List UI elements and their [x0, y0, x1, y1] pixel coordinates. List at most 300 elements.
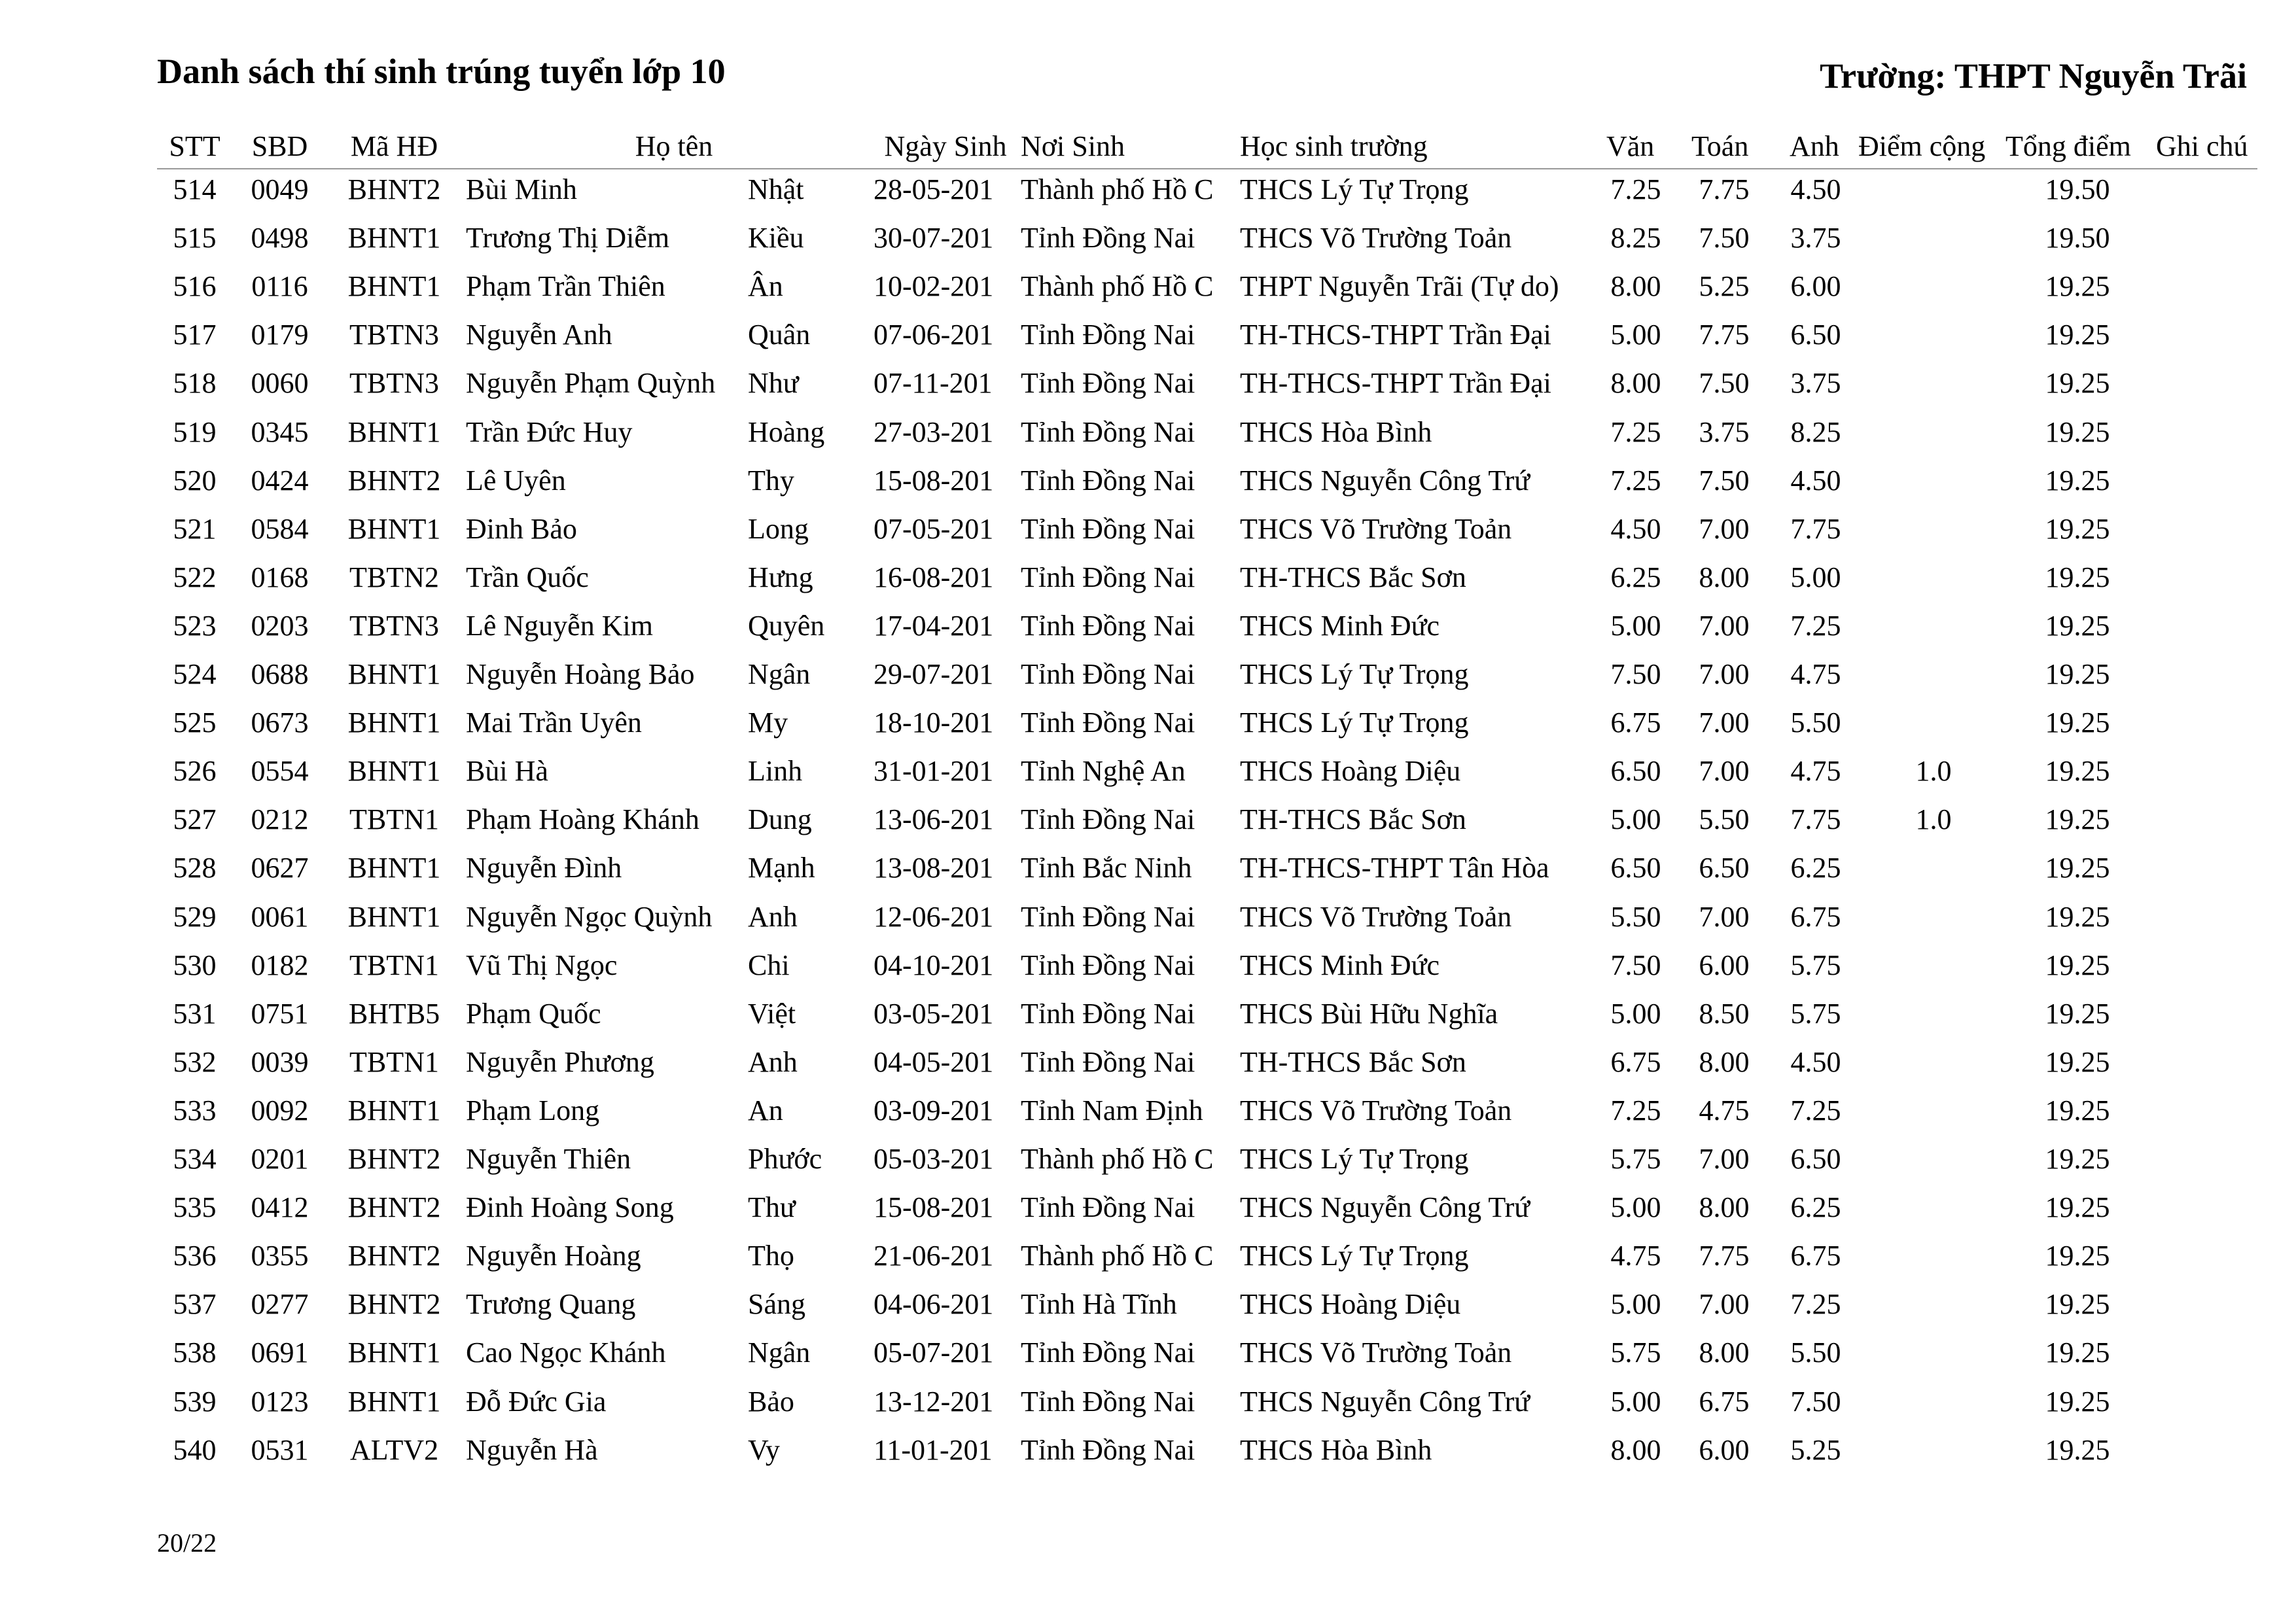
- noi-sinh-cell: Tỉnh Bắc Ninh: [1021, 852, 1192, 884]
- tong-diem-cell: 19.25: [2045, 1433, 2110, 1466]
- van-score-cell: 5.50: [1610, 900, 1661, 933]
- hoc-sinh-truong-cell: TH-THCS-THPT Trần Đại: [1240, 319, 1551, 351]
- ho-dem-cell: Cao Ngọc Khánh: [466, 1336, 666, 1369]
- ngay-sinh-cell: 05-03-201: [874, 1143, 994, 1175]
- tong-diem-cell: 19.25: [2045, 1045, 2110, 1078]
- col-header-sbd: SBD: [251, 130, 308, 162]
- tong-diem-cell: 19.25: [2045, 319, 2110, 351]
- anh-score-cell: 6.00: [1790, 270, 1841, 303]
- noi-sinh-cell: Tỉnh Đồng Nai: [1021, 900, 1195, 933]
- ngay-sinh-cell: 03-05-201: [874, 997, 994, 1030]
- ghi-chu-cell: [2140, 1038, 2284, 1087]
- sbd-cell: 0688: [251, 658, 309, 690]
- hoc-sinh-truong-cell: TH-THCS Bắc Sơn: [1240, 1045, 1466, 1078]
- table-row: [0, 1135, 2296, 1183]
- ten-cell: Vy: [748, 1433, 780, 1466]
- diem-cong-cell: [1858, 941, 2009, 990]
- toan-score-cell: 6.00: [1699, 1433, 1750, 1466]
- stt-cell: 531: [173, 997, 217, 1030]
- diem-cong-cell: 1.0: [1915, 803, 1952, 836]
- ghi-chu-cell: [2140, 214, 2284, 262]
- hoc-sinh-truong-cell: THCS Hoàng Diệu: [1240, 1288, 1461, 1321]
- table-row: [0, 408, 2296, 457]
- hoc-sinh-truong-cell: THCS Võ Trường Toản: [1240, 900, 1512, 933]
- sbd-cell: 0203: [251, 609, 309, 642]
- school-name: Trường: THPT Nguyễn Trãi: [1820, 56, 2247, 96]
- ten-cell: Phước: [748, 1143, 822, 1175]
- ma-hd-cell: BHNT2: [347, 1288, 441, 1321]
- ghi-chu-cell: [2140, 311, 2284, 359]
- ten-cell: An: [748, 1094, 783, 1126]
- ghi-chu-cell: [2140, 359, 2284, 408]
- ho-dem-cell: Nguyễn Hoàng Bảo: [466, 658, 695, 690]
- ngay-sinh-cell: 11-01-201: [874, 1433, 993, 1466]
- table-row: [0, 747, 2296, 795]
- ma-hd-cell: BHNT1: [347, 1385, 441, 1418]
- hoc-sinh-truong-cell: THCS Võ Trường Toản: [1240, 1336, 1512, 1369]
- ngay-sinh-cell: 30-07-201: [874, 222, 994, 254]
- ma-hd-cell: BHNT1: [347, 1094, 441, 1126]
- table-row: [0, 941, 2296, 990]
- toan-score-cell: 7.50: [1699, 222, 1750, 254]
- diem-cong-cell: [1858, 311, 2009, 359]
- noi-sinh-cell: Tỉnh Đồng Nai: [1021, 609, 1195, 642]
- sbd-cell: 0168: [251, 561, 309, 593]
- sbd-cell: 0179: [251, 319, 309, 351]
- table-row: [0, 893, 2296, 941]
- tong-diem-cell: 19.25: [2045, 658, 2110, 690]
- noi-sinh-cell: Tỉnh Hà Tĩnh: [1021, 1288, 1177, 1321]
- table-row: [0, 457, 2296, 505]
- stt-cell: 527: [173, 803, 217, 836]
- sbd-cell: 0355: [251, 1240, 309, 1272]
- diem-cong-cell: [1858, 166, 2009, 214]
- sbd-cell: 0627: [251, 852, 309, 884]
- tong-diem-cell: 19.25: [2045, 852, 2110, 884]
- toan-score-cell: 7.50: [1699, 367, 1750, 400]
- ho-dem-cell: Lê Uyên: [466, 464, 566, 497]
- ten-cell: Quyên: [748, 609, 825, 642]
- hoc-sinh-truong-cell: THPT Nguyễn Trãi (Tự do): [1240, 270, 1559, 303]
- col-header-diem-cong: Điểm cộng: [1858, 130, 1986, 162]
- van-score-cell: 7.50: [1610, 658, 1661, 690]
- noi-sinh-cell: Tỉnh Nam Định: [1021, 1094, 1203, 1126]
- tong-diem-cell: 19.25: [2045, 609, 2110, 642]
- tong-diem-cell: 19.25: [2045, 464, 2110, 497]
- toan-score-cell: 7.00: [1699, 512, 1750, 545]
- ma-hd-cell: TBTN1: [349, 803, 439, 836]
- ten-cell: Long: [748, 512, 809, 545]
- table-header: [0, 122, 2296, 171]
- ghi-chu-cell: [2140, 844, 2284, 892]
- noi-sinh-cell: Thành phố Hồ C: [1021, 270, 1214, 303]
- van-score-cell: 4.75: [1610, 1240, 1661, 1272]
- sbd-cell: 0201: [251, 1143, 309, 1175]
- noi-sinh-cell: Tỉnh Đồng Nai: [1021, 512, 1195, 545]
- stt-cell: 534: [173, 1143, 217, 1175]
- table-row: [0, 262, 2296, 311]
- table-row: [0, 214, 2296, 262]
- noi-sinh-cell: Thành phố Hồ C: [1021, 173, 1214, 205]
- ten-cell: Anh: [748, 900, 798, 933]
- ten-cell: Như: [748, 367, 799, 400]
- ma-hd-cell: BHNT2: [347, 464, 441, 497]
- ma-hd-cell: TBTN2: [349, 561, 439, 593]
- ho-dem-cell: Nguyễn Phương: [466, 1045, 654, 1078]
- sbd-cell: 0060: [251, 367, 309, 400]
- tong-diem-cell: 19.25: [2045, 900, 2110, 933]
- ngay-sinh-cell: 28-05-201: [874, 173, 994, 205]
- stt-cell: 536: [173, 1240, 217, 1272]
- col-header-hoc-sinh-truong: Học sinh trường: [1240, 130, 1428, 162]
- ghi-chu-cell: [2140, 699, 2284, 747]
- ngay-sinh-cell: 05-07-201: [874, 1336, 994, 1369]
- sbd-cell: 0182: [251, 949, 309, 981]
- ma-hd-cell: BHNT1: [347, 658, 441, 690]
- stt-cell: 528: [173, 852, 217, 884]
- table-row: [0, 650, 2296, 699]
- ngay-sinh-cell: 13-06-201: [874, 803, 994, 836]
- ho-dem-cell: Nguyễn Anh: [466, 319, 612, 351]
- ma-hd-cell: BHNT1: [347, 707, 441, 739]
- table-row: [0, 844, 2296, 892]
- ho-dem-cell: Phạm Quốc: [466, 997, 601, 1030]
- ma-hd-cell: BHNT1: [347, 512, 441, 545]
- table-row: [0, 1280, 2296, 1329]
- table-row: [0, 602, 2296, 650]
- anh-score-cell: 5.25: [1790, 1433, 1841, 1466]
- ten-cell: Quân: [748, 319, 811, 351]
- anh-score-cell: 7.75: [1790, 803, 1841, 836]
- ngay-sinh-cell: 04-06-201: [874, 1288, 994, 1321]
- van-score-cell: 5.00: [1610, 997, 1661, 1030]
- ho-dem-cell: Lê Nguyễn Kim: [466, 609, 653, 642]
- diem-cong-cell: [1858, 1280, 2009, 1329]
- ma-hd-cell: BHNT1: [347, 755, 441, 788]
- toan-score-cell: 6.00: [1699, 949, 1750, 981]
- toan-score-cell: 4.75: [1699, 1094, 1750, 1126]
- stt-cell: 524: [173, 658, 217, 690]
- ten-cell: Thư: [748, 1191, 796, 1224]
- anh-score-cell: 5.75: [1790, 997, 1841, 1030]
- noi-sinh-cell: Tỉnh Đồng Nai: [1021, 319, 1195, 351]
- ngay-sinh-cell: 27-03-201: [874, 415, 994, 448]
- tong-diem-cell: 19.25: [2045, 1288, 2110, 1321]
- toan-score-cell: 3.75: [1699, 415, 1750, 448]
- ma-hd-cell: BHNT2: [347, 1191, 441, 1224]
- ho-dem-cell: Phạm Trần Thiên: [466, 270, 665, 303]
- ten-cell: Việt: [748, 997, 796, 1030]
- anh-score-cell: 3.75: [1790, 367, 1841, 400]
- diem-cong-cell: [1858, 408, 2009, 457]
- toan-score-cell: 7.00: [1699, 900, 1750, 933]
- van-score-cell: 4.50: [1610, 512, 1661, 545]
- table-row: [0, 795, 2296, 844]
- ten-cell: Thọ: [748, 1240, 794, 1272]
- anh-score-cell: 7.25: [1790, 1094, 1841, 1126]
- toan-score-cell: 8.00: [1699, 561, 1750, 593]
- hoc-sinh-truong-cell: THCS Nguyễn Công Trứ: [1240, 464, 1530, 497]
- ngay-sinh-cell: 15-08-201: [874, 464, 994, 497]
- page-title: Danh sách thí sinh trúng tuyển lớp 10: [157, 52, 726, 91]
- ghi-chu-cell: [2140, 747, 2284, 795]
- noi-sinh-cell: Tỉnh Đồng Nai: [1021, 464, 1195, 497]
- stt-cell: 516: [173, 270, 217, 303]
- hoc-sinh-truong-cell: THCS Võ Trường Toản: [1240, 512, 1512, 545]
- hoc-sinh-truong-cell: THCS Nguyễn Công Trứ: [1240, 1191, 1530, 1224]
- hoc-sinh-truong-cell: THCS Minh Đức: [1240, 609, 1439, 642]
- ghi-chu-cell: [2140, 505, 2284, 553]
- ghi-chu-cell: [2140, 990, 2284, 1038]
- ho-dem-cell: Nguyễn Ngọc Quỳnh: [466, 900, 713, 933]
- stt-cell: 520: [173, 464, 217, 497]
- diem-cong-cell: [1858, 1426, 2009, 1475]
- ghi-chu-cell: [2140, 1378, 2284, 1426]
- anh-score-cell: 7.25: [1790, 609, 1841, 642]
- toan-score-cell: 5.50: [1699, 803, 1750, 836]
- tong-diem-cell: 19.25: [2045, 415, 2110, 448]
- ho-dem-cell: Trần Quốc: [466, 561, 589, 593]
- anh-score-cell: 4.50: [1790, 464, 1841, 497]
- ten-cell: Ngân: [748, 1336, 811, 1369]
- ghi-chu-cell: [2140, 553, 2284, 602]
- hoc-sinh-truong-cell: THCS Hòa Bình: [1240, 415, 1432, 448]
- anh-score-cell: 3.75: [1790, 222, 1841, 254]
- hoc-sinh-truong-cell: TH-THCS-THPT Trần Đại: [1240, 367, 1551, 400]
- ho-dem-cell: Nguyễn Hoàng: [466, 1240, 641, 1272]
- table-row: [0, 553, 2296, 602]
- ma-hd-cell: BHNT1: [347, 415, 441, 448]
- ten-cell: Hưng: [748, 561, 813, 593]
- hoc-sinh-truong-cell: THCS Lý Tự Trọng: [1240, 1240, 1469, 1272]
- anh-score-cell: 4.50: [1790, 1045, 1841, 1078]
- noi-sinh-cell: Tỉnh Nghệ An: [1021, 755, 1186, 788]
- tong-diem-cell: 19.25: [2045, 561, 2110, 593]
- van-score-cell: 8.25: [1610, 222, 1661, 254]
- ho-dem-cell: Nguyễn Hà: [466, 1433, 598, 1466]
- ho-dem-cell: Bùi Minh: [466, 173, 577, 205]
- noi-sinh-cell: Tỉnh Đồng Nai: [1021, 367, 1195, 400]
- van-score-cell: 7.25: [1610, 1094, 1661, 1126]
- noi-sinh-cell: Tỉnh Đồng Nai: [1021, 1191, 1195, 1224]
- toan-score-cell: 7.00: [1699, 755, 1750, 788]
- ghi-chu-cell: [2140, 166, 2284, 214]
- hoc-sinh-truong-cell: THCS Lý Tự Trọng: [1240, 173, 1469, 205]
- ghi-chu-cell: [2140, 262, 2284, 311]
- hoc-sinh-truong-cell: THCS Võ Trường Toản: [1240, 222, 1512, 254]
- sbd-cell: 0049: [251, 173, 309, 205]
- noi-sinh-cell: Tỉnh Đồng Nai: [1021, 1385, 1195, 1418]
- van-score-cell: 7.25: [1610, 415, 1661, 448]
- anh-score-cell: 6.75: [1790, 900, 1841, 933]
- toan-score-cell: 7.00: [1699, 1143, 1750, 1175]
- anh-score-cell: 5.50: [1790, 707, 1841, 739]
- noi-sinh-cell: Tỉnh Đồng Nai: [1021, 803, 1195, 836]
- ma-hd-cell: TBTN3: [349, 319, 439, 351]
- van-score-cell: 6.75: [1610, 707, 1661, 739]
- tong-diem-cell: 19.25: [2045, 949, 2110, 981]
- stt-cell: 539: [173, 1385, 217, 1418]
- tong-diem-cell: 19.50: [2045, 222, 2110, 254]
- ghi-chu-cell: [2140, 1280, 2284, 1329]
- hoc-sinh-truong-cell: TH-THCS Bắc Sơn: [1240, 803, 1466, 836]
- hoc-sinh-truong-cell: THCS Võ Trường Toản: [1240, 1094, 1512, 1126]
- anh-score-cell: 4.50: [1790, 173, 1841, 205]
- sbd-cell: 0123: [251, 1385, 309, 1418]
- diem-cong-cell: [1858, 602, 2009, 650]
- ho-dem-cell: Phạm Long: [466, 1094, 600, 1126]
- ho-dem-cell: Trần Đức Huy: [466, 415, 633, 448]
- ngay-sinh-cell: 03-09-201: [874, 1094, 994, 1126]
- ho-dem-cell: Trương Quang: [466, 1288, 636, 1321]
- table-row: [0, 990, 2296, 1038]
- ma-hd-cell: BHNT1: [347, 900, 441, 933]
- table-row: [0, 1232, 2296, 1280]
- van-score-cell: 5.00: [1610, 1191, 1661, 1224]
- table-row: [0, 359, 2296, 408]
- ghi-chu-cell: [2140, 602, 2284, 650]
- stt-cell: 514: [173, 173, 217, 205]
- tong-diem-cell: 19.25: [2045, 1336, 2110, 1369]
- diem-cong-cell: [1858, 214, 2009, 262]
- van-score-cell: 8.00: [1610, 367, 1661, 400]
- ho-dem-cell: Đinh Hoàng Song: [466, 1191, 674, 1224]
- col-header-ma-hd: Mã HĐ: [350, 130, 438, 162]
- sbd-cell: 0412: [251, 1191, 309, 1224]
- anh-score-cell: 6.50: [1790, 1143, 1841, 1175]
- ho-dem-cell: Nguyễn Thiên: [466, 1143, 631, 1175]
- noi-sinh-cell: Tỉnh Đồng Nai: [1021, 415, 1195, 448]
- ho-dem-cell: Bùi Hà: [466, 755, 548, 788]
- ma-hd-cell: BHNT2: [347, 173, 441, 205]
- anh-score-cell: 6.50: [1790, 319, 1841, 351]
- ghi-chu-cell: [2140, 1426, 2284, 1475]
- ghi-chu-cell: [2140, 1087, 2284, 1135]
- hoc-sinh-truong-cell: TH-THCS-THPT Tân Hòa: [1240, 852, 1549, 884]
- ma-hd-cell: TBTN1: [349, 949, 439, 981]
- ho-dem-cell: Đỗ Đức Gia: [466, 1385, 607, 1418]
- table-row: [0, 1183, 2296, 1232]
- toan-score-cell: 7.00: [1699, 658, 1750, 690]
- ghi-chu-cell: [2140, 941, 2284, 990]
- hoc-sinh-truong-cell: THCS Lý Tự Trọng: [1240, 707, 1469, 739]
- ho-dem-cell: Vũ Thị Ngọc: [466, 949, 618, 981]
- ma-hd-cell: TBTN3: [349, 609, 439, 642]
- sbd-cell: 0092: [251, 1094, 309, 1126]
- sbd-cell: 0277: [251, 1288, 309, 1321]
- ngay-sinh-cell: 04-10-201: [874, 949, 994, 981]
- ghi-chu-cell: [2140, 1329, 2284, 1377]
- sbd-cell: 0116: [251, 270, 308, 303]
- diem-cong-cell: [1858, 505, 2009, 553]
- diem-cong-cell: 1.0: [1915, 755, 1952, 788]
- diem-cong-cell: [1858, 553, 2009, 602]
- ma-hd-cell: BHNT1: [347, 222, 441, 254]
- stt-cell: 532: [173, 1045, 217, 1078]
- col-header-tong-diem: Tổng điểm: [2005, 130, 2131, 162]
- ten-cell: Hoàng: [748, 415, 825, 448]
- stt-cell: 517: [173, 319, 217, 351]
- toan-score-cell: 7.75: [1699, 319, 1750, 351]
- van-score-cell: 7.25: [1610, 173, 1661, 205]
- tong-diem-cell: 19.25: [2045, 707, 2110, 739]
- col-header-noi-sinh: Nơi Sinh: [1021, 130, 1125, 162]
- toan-score-cell: 6.50: [1699, 852, 1750, 884]
- stt-cell: 530: [173, 949, 217, 981]
- van-score-cell: 7.25: [1610, 464, 1661, 497]
- tong-diem-cell: 19.50: [2045, 173, 2110, 205]
- diem-cong-cell: [1858, 650, 2009, 699]
- noi-sinh-cell: Tỉnh Đồng Nai: [1021, 1433, 1195, 1466]
- ten-cell: Chi: [748, 949, 790, 981]
- sbd-cell: 0751: [251, 997, 309, 1030]
- toan-score-cell: 7.50: [1699, 464, 1750, 497]
- van-score-cell: 8.00: [1610, 1433, 1661, 1466]
- anh-score-cell: 4.75: [1790, 755, 1841, 788]
- noi-sinh-cell: Tỉnh Đồng Nai: [1021, 707, 1195, 739]
- toan-score-cell: 7.00: [1699, 1288, 1750, 1321]
- stt-cell: 518: [173, 367, 217, 400]
- anh-score-cell: 7.75: [1790, 512, 1841, 545]
- table-row: [0, 1038, 2296, 1087]
- ngay-sinh-cell: 07-06-201: [874, 319, 994, 351]
- noi-sinh-cell: Tỉnh Đồng Nai: [1021, 222, 1195, 254]
- ngay-sinh-cell: 13-08-201: [874, 852, 994, 884]
- ma-hd-cell: BHNT1: [347, 1336, 441, 1369]
- ten-cell: Nhật: [748, 173, 804, 205]
- ma-hd-cell: BHNT1: [347, 852, 441, 884]
- tong-diem-cell: 19.25: [2045, 1191, 2110, 1224]
- table-row: [0, 1329, 2296, 1377]
- ten-cell: Ngân: [748, 658, 811, 690]
- ngay-sinh-cell: 12-06-201: [874, 900, 994, 933]
- diem-cong-cell: [1858, 1087, 2009, 1135]
- sbd-cell: 0554: [251, 755, 309, 788]
- ngay-sinh-cell: 07-05-201: [874, 512, 994, 545]
- tong-diem-cell: 19.25: [2045, 1094, 2110, 1126]
- sbd-cell: 0061: [251, 900, 309, 933]
- sbd-cell: 0584: [251, 512, 309, 545]
- hoc-sinh-truong-cell: THCS Nguyễn Công Trứ: [1240, 1385, 1530, 1418]
- hoc-sinh-truong-cell: TH-THCS Bắc Sơn: [1240, 561, 1466, 593]
- ma-hd-cell: TBTN1: [349, 1045, 439, 1078]
- col-header-van: Văn: [1606, 130, 1655, 162]
- table-row: [0, 1087, 2296, 1135]
- van-score-cell: 5.00: [1610, 1385, 1661, 1418]
- van-score-cell: 6.50: [1610, 852, 1661, 884]
- stt-cell: 535: [173, 1191, 217, 1224]
- ho-dem-cell: Trương Thị Diễm: [466, 222, 670, 254]
- ngay-sinh-cell: 07-11-201: [874, 367, 993, 400]
- hoc-sinh-truong-cell: THCS Hoàng Diệu: [1240, 755, 1461, 788]
- diem-cong-cell: [1858, 1378, 2009, 1426]
- toan-score-cell: 8.50: [1699, 997, 1750, 1030]
- stt-cell: 515: [173, 222, 217, 254]
- table-row: [0, 311, 2296, 359]
- hoc-sinh-truong-cell: THCS Lý Tự Trọng: [1240, 658, 1469, 690]
- diem-cong-cell: [1858, 457, 2009, 505]
- ngay-sinh-cell: 13-12-201: [874, 1385, 994, 1418]
- diem-cong-cell: [1858, 359, 2009, 408]
- ten-cell: Thy: [748, 464, 794, 497]
- anh-score-cell: 8.25: [1790, 415, 1841, 448]
- anh-score-cell: 7.25: [1790, 1288, 1841, 1321]
- ho-dem-cell: Phạm Hoàng Khánh: [466, 803, 699, 836]
- stt-cell: 540: [173, 1433, 217, 1466]
- ngay-sinh-cell: 04-05-201: [874, 1045, 994, 1078]
- noi-sinh-cell: Thành phố Hồ C: [1021, 1143, 1214, 1175]
- ten-cell: My: [748, 707, 788, 739]
